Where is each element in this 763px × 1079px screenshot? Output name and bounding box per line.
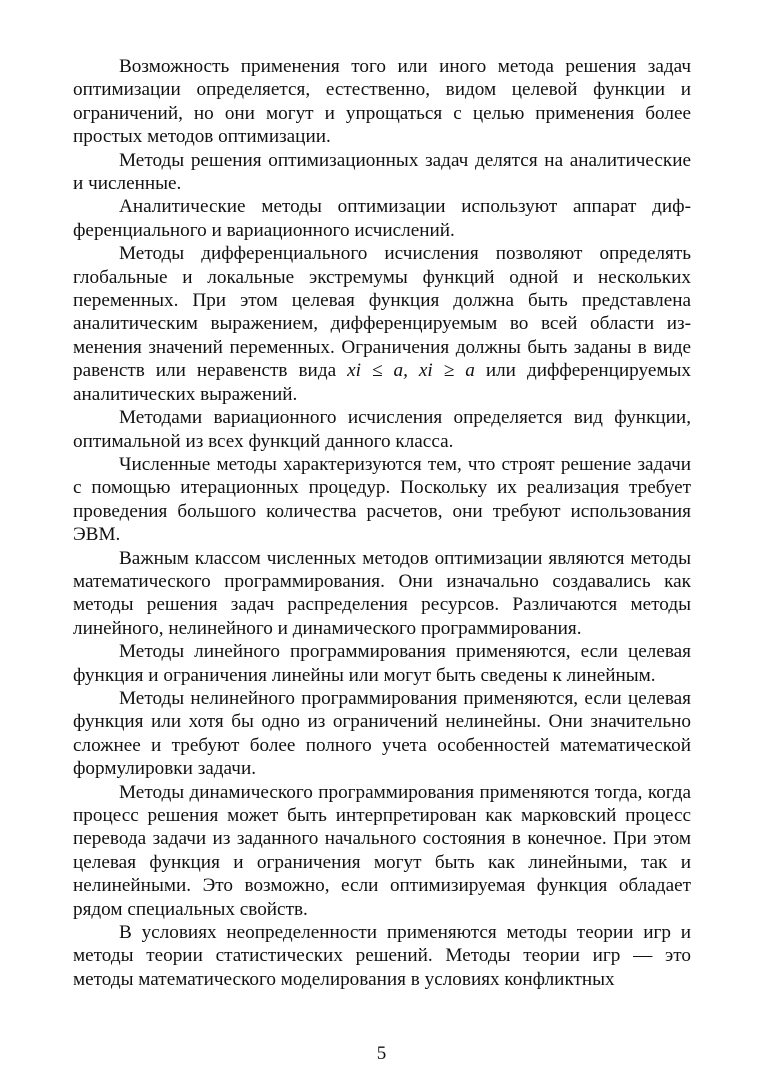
- document-page: [73, 55, 691, 991]
- paragraph-9: Методы нелинейного программирования применяются, если целевая функция или хотя бы одно из ограничений нелинейны. Они значительно сложнее и требуют более полного учета особенностей математической формулировки задачи.: [73, 687, 691, 780]
- paragraph-4-tail: дифференцируемых аналитических выражений.: [73, 360, 692, 405]
- paragraph-11: В условиях неопределенности применяются методы теории игр и методы теории статистических решений. Методы теории игр — это методы математического моделирования в условиях конфликтных: [73, 922, 691, 990]
- paragraph-1: Возможность применения того или иного метода решения задач оптимизации определяется, естественно, видом целевой функции и ограничений, но они могут и упрощаться с целью применения более простых методов оптимизации.: [73, 56, 691, 148]
- page-number: 5: [376, 1043, 387, 1064]
- inequality-le: xi ≤ a,: [347, 360, 408, 382]
- paragraph-4-text: Методы дифференциального исчисления позволяют определять глобальные и локальные экстремумы функций одной и нескольких переменных. При этом целевая функция должна быть представлена аналитическим выражением, дифференцируемым во всей области изменения значений переменных. Ограничения должны быть заданы в виде равенств или неравенств вида: [73, 243, 691, 382]
- paragraph-7: Важным классом численных методов оптимизации являются методы математического программирования. Они изначально создавались как методы решения задач распределения ресурсов. Различаются методы линейного, нелинейного и динамического программирования.: [73, 547, 691, 639]
- paragraph-2: Методы решения оптимизационных задач делятся на аналитические и численные.: [73, 149, 691, 195]
- paragraph-8: Методы линейного программирования применяются, если целевая функция и ограничения линейны или могут быть сведены к линейным.: [73, 641, 691, 686]
- paragraph-10: Методы динамического программирования применяются тогда, когда процесс решения может быть интерпретирован как марковский процесс перевода задачи из заданного начального состояния в конечное. При этом целевая функция и ограничения могут быть как линейными, так и нелинейными. Это возможно, если оптимизируемая функция обладает рядом специальных свойств.: [73, 781, 691, 920]
- paragraph-6: Численные методы характеризуются тем, что строят решение задачи с помощью итерационных процедур. Поскольку их реализация требует проведения большого количества расчетов, они требуют использования ЭВМ.: [73, 453, 691, 546]
- paragraph-5: Методами вариационного исчисления определяется вид функции, оптимальной из всех функций данного класса.: [73, 407, 691, 452]
- paragraph-3: Аналитические методы оптимизации используют аппарат дифференциального и вариационного исчислений.: [73, 196, 691, 241]
- inequality-ge: xi ≥ a: [418, 360, 475, 382]
- paragraph-4: [73, 242, 691, 406]
- inequality-join: или: [485, 360, 516, 382]
